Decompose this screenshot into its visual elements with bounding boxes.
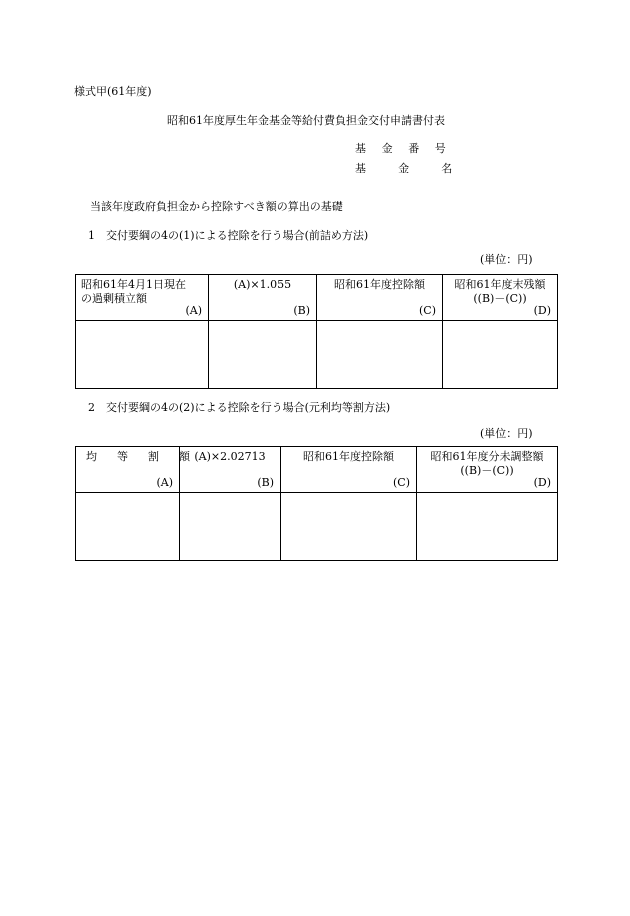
header-a-line1: 昭和61年4月1日現在 [81, 278, 186, 291]
section1-table [75, 274, 558, 389]
fund-name-label: 基 金 名 [355, 162, 459, 175]
document-title: 昭和61年度厚生年金基金等給付費負担金交付申請書付表 [167, 114, 445, 127]
section1-input-a[interactable] [76, 321, 209, 389]
section1-header-b [209, 275, 317, 321]
section1-header-d [443, 275, 558, 321]
header-d-line1: 昭和61年度分未調整額 [430, 450, 544, 463]
section2-input-a[interactable] [76, 493, 180, 561]
section-heading: 当該年度政府負担金から控除すべき額の算出の基礎 [90, 200, 343, 213]
header-a-label: (A) [156, 476, 173, 489]
section1-unit: (単位：円) [480, 253, 533, 266]
section2-header-b [180, 447, 281, 493]
section1-header-a [76, 275, 209, 321]
section2-title: 2 交付要綱の4の(2)による控除を行う場合(元利均等割方法) [88, 401, 391, 414]
section2-unit: (単位：円) [480, 427, 533, 440]
header-d-line2: ((B)－(C)) [473, 292, 527, 305]
section1-header-c [317, 275, 443, 321]
section2-input-b[interactable] [180, 493, 281, 561]
section1-input-b[interactable] [209, 321, 317, 389]
header-c-line1: 昭和61年度控除額 [303, 450, 394, 463]
section1-header-row [76, 275, 558, 321]
section1-input-c[interactable] [317, 321, 443, 389]
header-a-label: (A) [185, 304, 202, 317]
header-d-line2: ((B)－(C)) [460, 464, 514, 477]
header-d-label: (D) [533, 304, 551, 317]
section2-header-d [417, 447, 558, 493]
form-label: 様式甲(61年度) [74, 85, 152, 98]
header-c-label: (C) [393, 476, 410, 489]
fund-number-label: 基 金 番 号 [355, 142, 452, 155]
section2-header-a [76, 447, 199, 493]
section2-table [75, 446, 558, 561]
section2-header-row [76, 447, 558, 493]
section2-input-row [76, 493, 558, 561]
header-a-line2: の過剰積立額 [81, 292, 147, 305]
header-b-line1: (A)×1.055 [233, 278, 292, 291]
header-c-line1: 昭和61年度控除額 [334, 278, 425, 291]
header-b-label: (B) [257, 476, 274, 489]
header-d-label: (D) [533, 476, 551, 489]
header-b-label: (B) [293, 304, 310, 317]
header-a-line1: 均 等 割 額 [86, 450, 199, 463]
section2-header-c [281, 447, 417, 493]
section1-title: 1 交付要綱の4の(1)による控除を行う場合(前詰め方法) [88, 229, 369, 242]
section1-input-row [76, 321, 558, 389]
section2-input-d[interactable] [417, 493, 558, 561]
section1-input-d[interactable] [443, 321, 558, 389]
header-b-line1: (A)×2.02713 [194, 450, 266, 463]
header-d-line1: 昭和61年度末残額 [454, 278, 546, 291]
header-c-label: (C) [419, 304, 436, 317]
section2-input-c[interactable] [281, 493, 417, 561]
